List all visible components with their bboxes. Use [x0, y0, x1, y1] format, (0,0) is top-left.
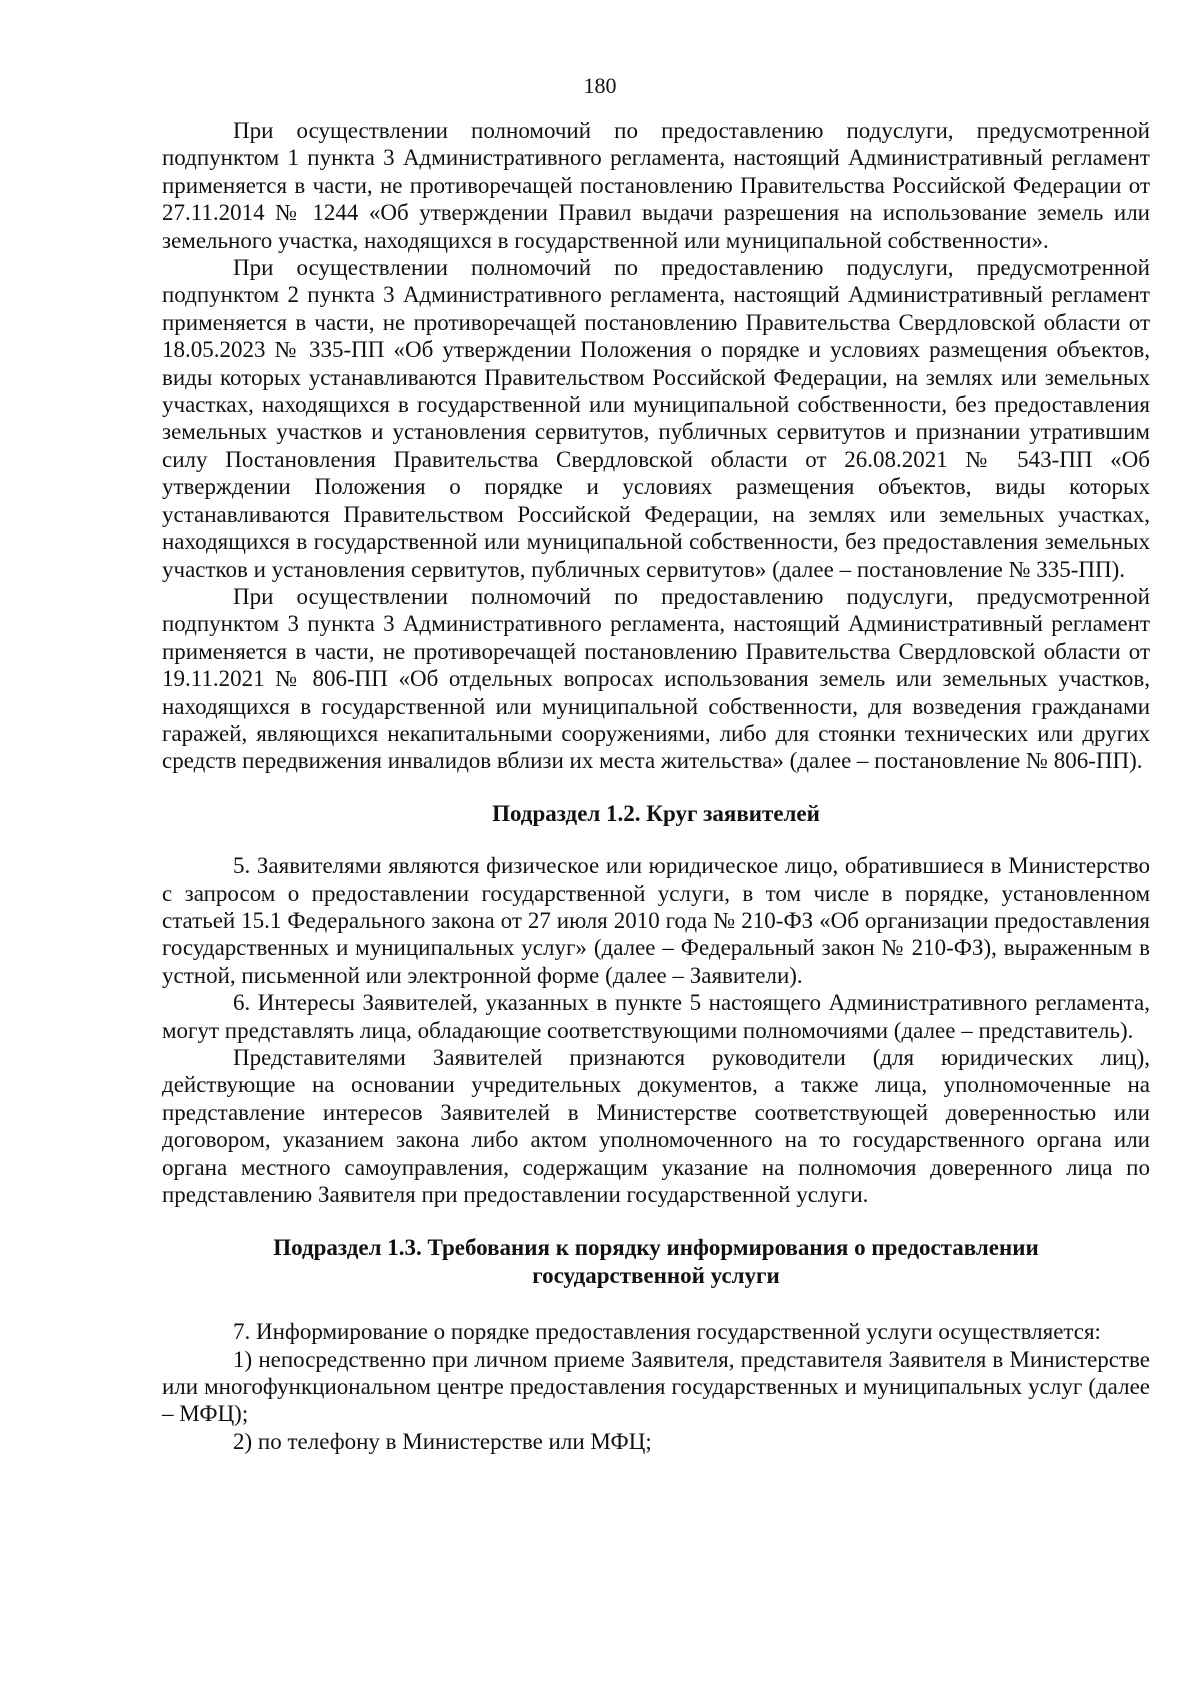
section-heading-1-3	[162, 1234, 1150, 1289]
section-heading-line: государственной услуги	[532, 1262, 780, 1288]
list-item: 1) непосредственно при личном приеме Заявителя, представителя Заявителя в Министерстве или многофункциональном центре предоставления государственных и муниципальных услуг (далее – МФЦ);	[162, 1346, 1150, 1427]
paragraph: При осуществлении полномочий по предоставлению подуслуги, предусмотренной подпунктом 1 пункта 3 Административного регламента, настоящий Административный регламент применяется в части, не противоречащей постановлению Правительства Российской Федерации от 27.11.2014 № 1244 «Об утверждении Правил выдачи разрешения на использование земель или земельного участка, находящихся в государственной или муниципальной собственности».	[162, 118, 1150, 253]
list-item: 2) по телефону в Министерстве или МФЦ;	[233, 1428, 652, 1454]
paragraph: 7. Информирование о порядке предоставления государственной услуги осуществляется:	[233, 1319, 1101, 1345]
section-heading-line: Подраздел 1.3. Требования к порядку информирования о предоставлении	[273, 1235, 1039, 1261]
page-number: 180	[583, 73, 617, 98]
paragraph: Представителями Заявителей признаются руководители (для юридических лиц), действующие на основании учредительных документов, а также лица, уполномоченные на представление интересов Заявителей в Министерстве соответствующей доверенностью или договором, указанием закона либо актом уполномоченного на то государственного органа или органа местного самоуправления, содержащим указание на полномочия доверенного лица по представлению Заявителя при предоставлении государственной услуги.	[162, 1045, 1150, 1208]
document-body	[162, 117, 1150, 1455]
paragraph: 6. Интересы Заявителей, указанных в пункте 5 настоящего Административного регламента, могут представлять лица, обладающие соответствующими полномочиями (далее – представитель).	[162, 990, 1150, 1043]
paragraph: При осуществлении полномочий по предоставлению подуслуги, предусмотренной подпунктом 2 пункта 3 Административного регламента, настоящий Административный регламент применяется в части, не противоречащей постановлению Правительства Свердловской области от 18.05.2023 № 335-ПП «Об утверждении Положения о порядке и условиях размещения объектов, виды которых устанавливаются Правительством Российской Федерации, на землях или земельных участках, находящихся в государственной или муниципальной собственности, без предоставления земельных участков и установления сервитутов, публичных сервитутов и признании утратившим силу Постановления Правительства Свердловской области от 26.08.2021 № 543-ПП «Об утверждении Положения о порядке и условиях размещения объектов, виды которых устанавливаются Правительством Российской Федерации, на землях или земельных участках, находящихся в государственной или муниципальной собственности, без предоставления земельных участков и установления сервитутов, публичных сервитутов» (далее – постановление № 335-ПП).	[162, 255, 1150, 582]
section-heading-1-2: Подраздел 1.2. Круг заявителей	[492, 800, 820, 826]
paragraph: При осуществлении полномочий по предоставлению подуслуги, предусмотренной подпунктом 3 пункта 3 Административного регламента, настоящий Административный регламент применяется в части, не противоречащей постановлению Правительства Свердловской области от 19.11.2021 № 806-ПП «Об отдельных вопросах использования земель или земельных участков, находящихся в государственной или муниципальной собственности, для возведения гражданами гаражей, являющихся некапитальными сооружениями, либо для стоянки технических или других средств передвижения инвалидов вблизи их места жительства» (далее – постановление № 806-ПП).	[162, 583, 1150, 774]
paragraph: 5. Заявителями являются физическое или юридическое лицо, обратившиеся в Министерство с запросом о предоставлении государственной услуги, в том числе в порядке, установленном статьей 15.1 Федерального закона от 27 июля 2010 года № 210-ФЗ «Об организации предоставления государственных и муниципальных услуг» (далее – Федеральный закон № 210-ФЗ), выраженным в устной, письменной или электронной форме (далее – Заявители).	[162, 853, 1150, 988]
